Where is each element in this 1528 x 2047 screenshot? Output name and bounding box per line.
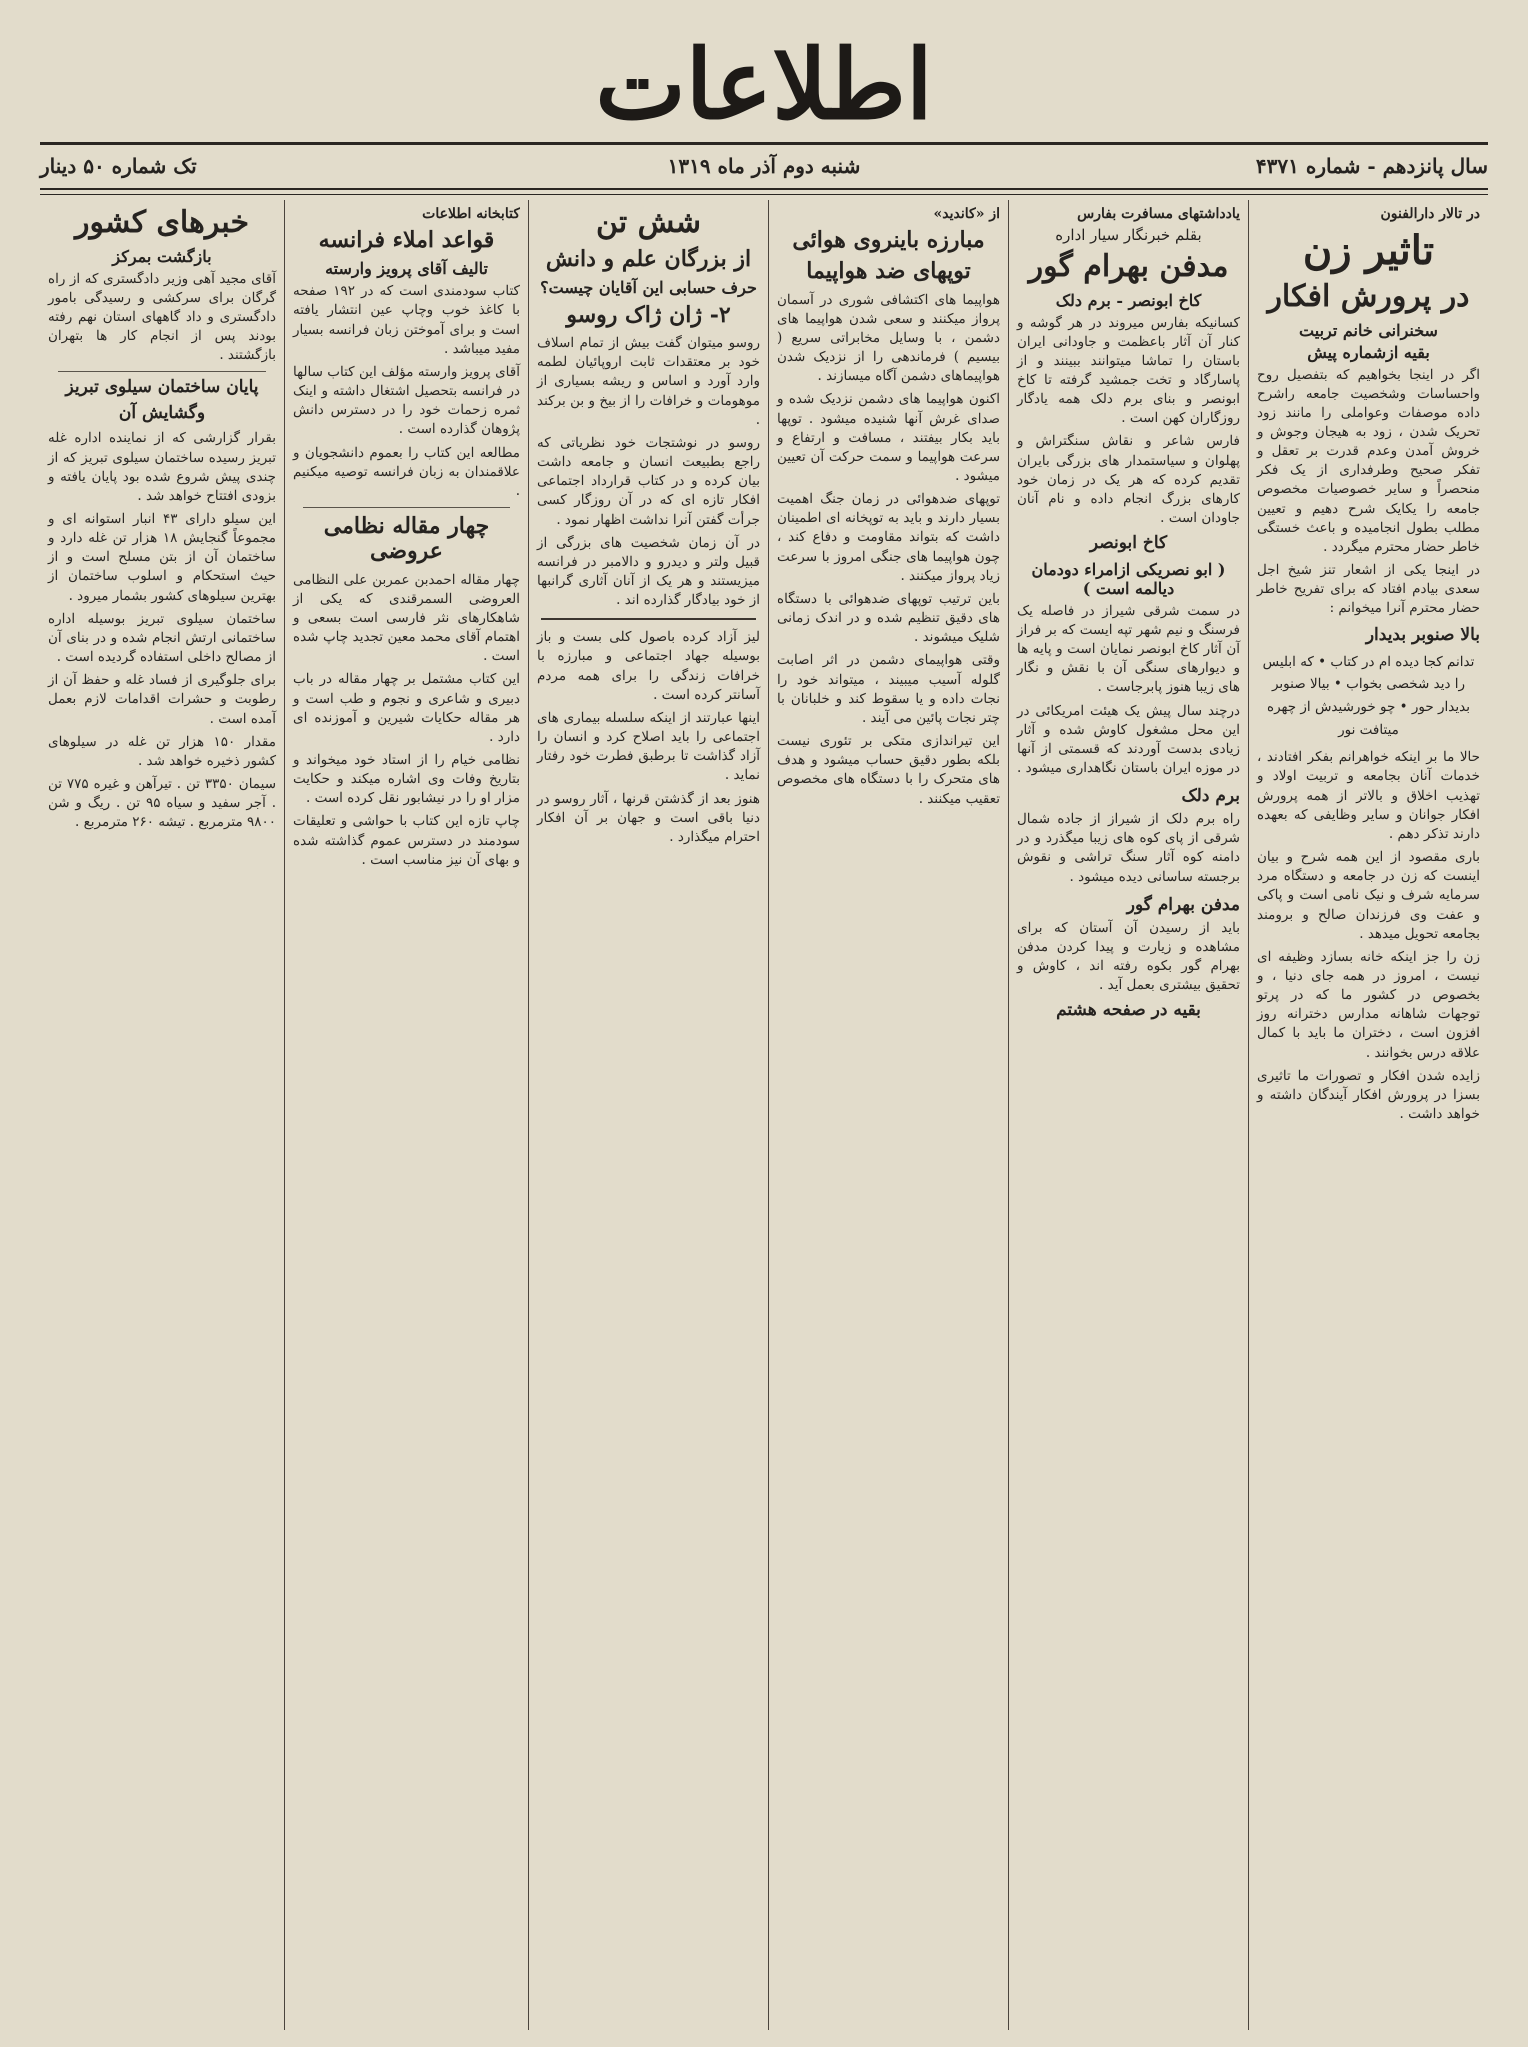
subheadline: کاخ ابونصر - برم دلک	[1055, 290, 1202, 310]
issue-number: سال پانزدهم - شماره ۴۳۷۱	[1255, 154, 1488, 178]
paragraph: باری مقصود از این همه شرح و بیان اینست که زن در جامعه و دستگاه مرد سرمایه شرف و نیک نامی است و پاکی و عفت وی فرزندان صالح و برومند بجامعه تحویل میدهد .	[1257, 849, 1480, 942]
kicker: در تالار دارالفنون	[1380, 206, 1480, 222]
headline: مبارزه باینروی هوائی	[792, 227, 985, 253]
continued-note: بقیه ازشماره پیش	[1307, 342, 1430, 362]
subheadline: ۲- ژان ژاک روسو	[566, 301, 731, 328]
subheadline: حرف حسابی این آقایان چیست؟	[540, 277, 757, 297]
section-heading: کاخ ابونصر	[1089, 533, 1168, 554]
paragraph: هنوز بعد از گذشتن قرنها ، آثار روسو در دنیا باقی است و جهان بر آن افکار احترام میگذارد .	[537, 790, 760, 845]
column-madfan-bahram	[1008, 200, 1248, 2030]
column-library	[284, 200, 528, 2030]
headline: خبرهای کشور	[74, 205, 250, 240]
headline: پایان ساختمان سیلوی تبریز	[65, 377, 259, 398]
masthead	[0, 10, 1528, 150]
poem-title: بالا صنوبر بدیدار	[1365, 624, 1480, 645]
paragraph: ساختمان سیلوی تبریز بوسیله اداره ساختمانی ارتش انجام شده و در بنای آن از مصالح داخلی استفاده گردیده است .	[48, 610, 276, 666]
subheadline: بازگشت بمرکز	[112, 246, 212, 266]
paragraph: در سمت شرقی شیراز در فاصله یک فرسنگ و نیم شهر تپه ایست که بر فراز آن آثار کاخ ابونصر نمایان است و پایه ها و دیوارهای سنگی آن با نقش و نگار های زیبا هنوز پابرجاست .	[1017, 602, 1240, 696]
paragraph: در آن زمان شخصیت های بزرگی از قبیل ولتر و دیدرو و دالامبر در فرانسه میزیستند و هر یک از آنان آثاری گرانبها از خود بیادگار گذارده اند .	[537, 534, 760, 609]
section-heading: مدفن بهرام گور	[1126, 894, 1240, 915]
headline: تاثیر زن	[1302, 227, 1435, 274]
paragraph: سیمان ۳۳۵۰ تن . تیرآهن و غیره ۷۷۵ تن . آجر سفید و سیاه ۹۵ تن . ریگ و شن ۹۸۰۰ مترمربع . تیشه ۲۶۰ مترمربع .	[48, 776, 277, 831]
column-national-news	[40, 200, 284, 2030]
paragraph: بقرار گزارشی که از نماینده اداره غله تبریز رسیده ساختمان سیلوی تبریز که از چندی پیش شروع شده بود پایان یافته و بزودی افتتاح خواهد شد .	[48, 430, 276, 504]
paragraph: زن را جز اینکه خانه بسازد وظیفه ای نیست ، امروز در همه جای دنیا ، و بخصوص در کشور ما که در پرتو توجهات شاهانه مدارس دخترانه روز افزون است ، دختران ما باید با کمال علاقه درس بخوانند .	[1257, 948, 1480, 1061]
headline: چهار مقاله نظامی عروضی	[323, 513, 490, 565]
section-divider	[58, 371, 266, 372]
paragraph: در اینجا یکی از اشعار تنز شیخ اجل سعدی بیادم افتاد که برای تفریح خاطر حضار محترم آنرا میخوانم :	[1257, 562, 1480, 617]
section-divider	[303, 507, 510, 508]
paragraph: فارس شاعر و نقاش سنگتراش و پهلوان و سیاستمدار های بزرگی بایران تقدیم کرده که هر یک در زمان خود کارهای بزرگ انجام داده و نام آنان جاودان است .	[1017, 433, 1240, 527]
paragraph: روسو میتوان گفت بیش از تمام اسلاف خود بر معتقدات ثابت اروپائیان لطمه وارد آورد و اساس و ریشه بسیاری از موهومات و خرافات را از بیخ و بن برکند .	[537, 335, 760, 428]
paragraph: راه برم دلک از شیراز از جاده شمال شرقی از پای کوه های زیبا میگذرد و در دامنه کوه آثار سنگ تراشی و نقوش برجسته ساسانی دیده میشود .	[1017, 811, 1240, 885]
paragraph: آقای مجید آهی وزیر دادگستری که از راه گرگان برای سرکشی و رسیدگی بامور دادگستری و داد گاههای استان نهم رفته بودند پس از انجام کار ها بتهران بازگشتند .	[48, 270, 276, 364]
byline: بقلم خبرنگار سیار اداره	[1055, 226, 1202, 244]
headline: قواعد املاء فرانسه	[318, 227, 495, 253]
paragraph: هواپیما های اکتشافی شوری در آسمان پرواز میکنند و سعی شدن هواپیما های دشمن ، با وسایل مخابراتی سریع ( بیسیم ) فرماندهی را از نزدیک شدن هواپیماهای دشمن آگاه میسازند .	[777, 291, 1000, 385]
paragraph: چهار مقاله احمدبن عمربن علی النظامی العروضی السمرقندی که یکی از شاهکارهای نثر فارسی است بسعی و اهتمام آقای محمد معین تجدید چاپ شده است .	[293, 571, 520, 665]
column-anti-aircraft	[768, 200, 1008, 2030]
issue-bar-rule	[40, 188, 1488, 190]
headline-secondary: از بزرگان علم و دانش	[545, 245, 752, 272]
paragraph: وقتی هواپیمای دشمن در اثر اصابت گلوله آسیب میبیند ، میتواند خود را نجات داده و یا سقوط کند و خلبانان با چتر نجات پائین می آیند .	[777, 652, 1000, 726]
paragraph: این تیراندازی متکی بر تئوری نیست بلکه بطور دقیق حساب میشود و هدف های متحرک را با دستگاه های مخصوص تعقیب میکنند .	[777, 733, 1000, 807]
paragraph: حالا ما بر اینکه خواهرانم بفکر افتادند ، خدمات آنان بجامعه و تربیت اولاد و تهذیب اخلاق و بالاتر از همه پرورش افکار جوانان و سایر وظایفی که بعهده دارند تذکر دهم .	[1257, 749, 1480, 842]
issue-price: تک شماره ۵۰ دینار	[40, 154, 197, 178]
issue-bar	[40, 150, 1488, 184]
column-rousseau	[528, 200, 768, 2030]
newspaper-logo: اطلاعات	[595, 28, 933, 141]
paragraph: چاپ تازه این کتاب با حواشی و تعلیقات سودمند در دسترس عموم گذاشته شده و بهای آن نیز مناسب است .	[293, 813, 520, 868]
headline-secondary: وگشایش آن	[118, 402, 206, 423]
issue-bar-rule-thin	[40, 194, 1488, 195]
subheadline: تالیف آقای پرویز وارسته	[325, 259, 488, 279]
headline-secondary: در پرورش افکار	[1267, 279, 1470, 314]
speaker: سخنرانی خانم تربیت	[1299, 320, 1438, 340]
kicker: یادداشتهای مسافرت بفارس	[1077, 206, 1240, 222]
paragraph: روسو در نوشتجات خود نظریاتی که راجع بطبیعت انسان و جامعه داشت بیان کرده و در کتاب قرارداد اجتماعی افکار تازه ای که در آن روزگار کسی جرأت گفتن آنرا نداشت اظهار نمود .	[537, 434, 760, 528]
paragraph: زایده شدن افکار و تصورات ما تاثیری بسزا در پرورش افکار آیندگان داشته و خواهد داشت .	[1257, 1067, 1480, 1123]
column-tasir-zan	[1248, 200, 1488, 2030]
headline: مدفن بهرام گور	[1028, 249, 1229, 284]
column-divider	[541, 618, 756, 620]
paragraph: این سیلو دارای ۴۳ انبار استوانه ای و مجموعاً گنجایش ۱۸ هزار تن غله دارد و ساختمان آن از بتن مسلح است و از حیث استحکام و اسلوب ساختمان از بهترین سیلوهای کشور بشمار میرود .	[48, 511, 276, 604]
paragraph: اینها عبارتند از اینکه سلسله بیماری های اجتماعی را باید اصلاح کرد و انسان را آزاد گذاشت تا برطبق فطرت خود رفتار نماید .	[537, 709, 760, 784]
masthead-rule	[40, 142, 1488, 145]
headline: شش تن	[595, 205, 701, 240]
section-note: ( ابو نصریکی ازامراء دودمان دیالمه است )	[1031, 559, 1226, 598]
subheadline: توپهای ضد هواپیما	[806, 258, 971, 285]
paragraph: مطالعه این کتاب را بعموم دانشجویان و علاقمندان به زبان فرانسه توصیه میکنیم .	[293, 444, 520, 499]
kicker: از «کاندید»	[933, 206, 1000, 222]
paragraph: باین ترتیب توپهای ضدهوائی با دستگاه های دقیق تنظیم شده و در اندک زمانی شلیک میشوند .	[777, 590, 1000, 646]
issue-date: شنبه دوم آذر ماه ۱۳۱۹	[667, 154, 861, 178]
paragraph: لیز آزاد کرده باصول کلی بست و باز بوسیله جهاد اجتماعی و مبارزه با خرافات زندگی را برای همه مردم آسانتر کرده است .	[537, 629, 760, 703]
paragraph: کسانیکه بفارس میروند در هر گوشه و کنار آن آثار باعظمت و جاودانی ایران باستان را تماشا میتوانند ببینند و از پاسارگاد و تخت جمشید گرفته تا کاخ ابونصر و بنای برم دلک همه یادگار روزگاران کهن است .	[1017, 314, 1240, 427]
kicker: کتابخانه اطلاعات	[422, 206, 520, 222]
paragraph: باید از رسیدن آن آستان که برای مشاهده و زیارت و پیدا کردن مدفن بهرام گور بکوه رفته اند ، کاوش و تحقیق بیشتری بعمل آید .	[1017, 919, 1240, 994]
poem: تدانم کجا دیده ام در کتاب • که ابلیس را دید شخصی بخواب • بیالا صنوبر بدیدار حور • چو خورشیدش از چهره میتافت نور	[1262, 653, 1475, 739]
paragraph: نظامی خیام را از استاد خود میخواند و بتاریخ وفات وی اشاره میکند و حکایت مزار او را در نیشابور نقل کرده است .	[293, 752, 520, 807]
paragraph: اگر در اینجا بخواهیم که بتفصیل روح واحساسات وشخصیت جامعه راشرح داده موصفات وعواملی را مانند زود تحریک شدن ، زود به هیجان وجوش و خروش آمدن وعدم قدرت بر تعقل و تفکر صحیح وطرفداری از یک فکر منحصراً و سایر خصوصیات مخصوص جامعه را یکایک شرح دهیم و تعیین مطلب بطول انجامیده و باعث خستگی خاطر حضار محترم میگردد .	[1257, 366, 1480, 555]
paragraph: درچند سال پیش یک هیئت امریکائی در این محل مشغول کاوش شده و آثار زیادی بدست آوردند که قسمتی از آنها در موزه ایران باستان نگاهداری میشود .	[1017, 702, 1240, 777]
paragraph: مقدار ۱۵۰ هزار تن غله در سیلوهای کشور ذخیره خواهد شد .	[48, 733, 276, 769]
paragraph: برای جلوگیری از فساد غله و حفظ آن از رطوبت و حشرات اقدامات لازم بعمل آمده است .	[48, 672, 276, 727]
paragraph: آقای پرویز وارسته مؤلف این کتاب سالها در فرانسه بتحصیل اشتغال داشته و اینک ثمره زحمات خود را در دسترس دانش پژوهان گذارده است .	[293, 363, 520, 438]
paragraph: اکنون هواپیما های دشمن نزدیک شده و صدای غرش آنها شنیده میشود . توپها باید بکار بیفتند ، مسافت و ارتفاع و سرعت هواپیما و سمت حرکت آن تعیین میشود .	[777, 391, 1000, 484]
continued-note: بقیه در صفحه هشتم	[1056, 1000, 1201, 1021]
section-heading: برم دلک	[1181, 786, 1240, 807]
paragraph: توپهای ضدهوائی در زمان جنگ اهمیت بسیار دارند و باید به توپخانه ای اطمینان داشت که بتواند مقاومت و دفاع کند ، چون هواپیما های جنگی امروز با سرعت زیاد پرواز میکنند .	[777, 491, 1000, 584]
paragraph: کتاب سودمندی است که در ۱۹۲ صفحه با کاغذ خوب وچاپ عین انتشار یافته است و برای آموختن زبان فرانسه بسیار مفید میباشد .	[293, 283, 520, 357]
paragraph: این کتاب مشتمل بر چهار مقاله در باب دبیری و شاعری و نجوم و طب است و هر مقاله حکایات شیرین و آموزنده ای دارد .	[293, 671, 520, 745]
